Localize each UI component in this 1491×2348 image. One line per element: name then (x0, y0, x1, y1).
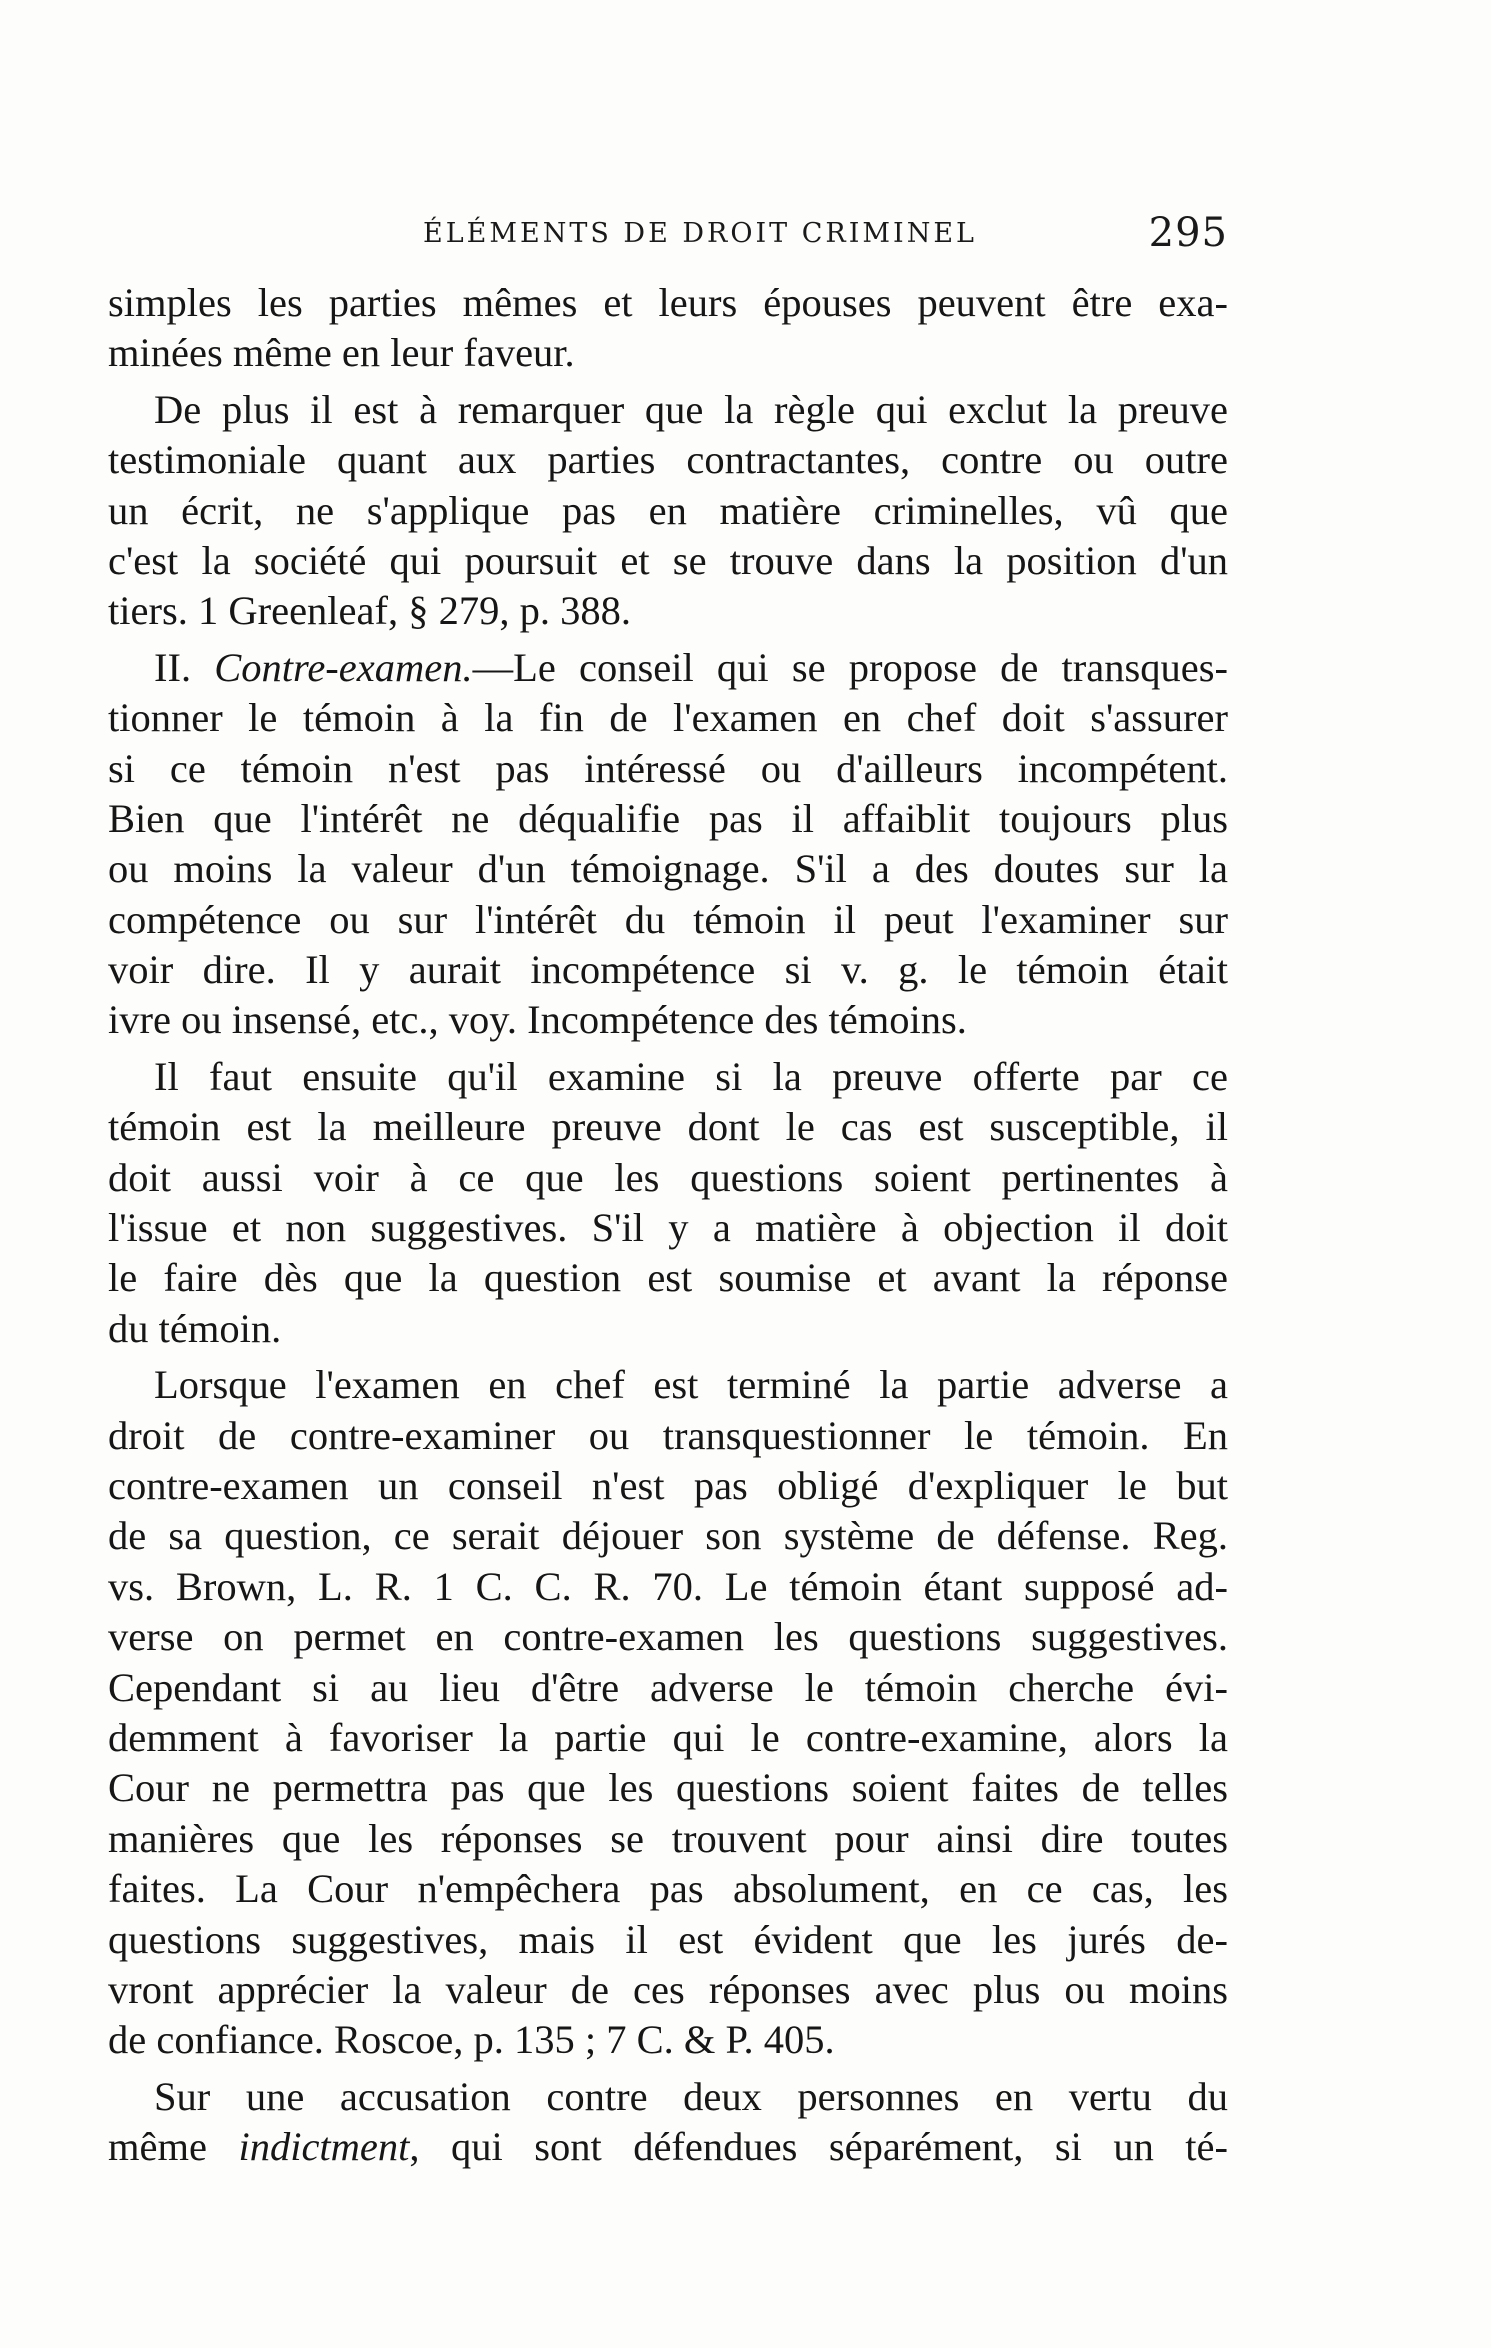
text-fragment: même (108, 2124, 239, 2170)
text-line: doit aussi voir à ce que les questions soient pertinentes à (108, 1154, 1228, 1200)
text-line (108, 643, 1228, 693)
text-line: le faire dès que la question est soumise et avant la réponse (108, 1255, 1228, 1301)
text-line: minées même en leur faveur. (108, 330, 575, 376)
page-number: 295 (1148, 210, 1228, 256)
text-line: un écrit, ne s'applique pas en matière criminelles, vû que (108, 487, 1228, 533)
italic-term: indictment (238, 2124, 410, 2170)
paragraph (108, 2072, 1228, 2173)
page-header (108, 210, 1228, 260)
text-fragment: , qui sont défendues séparément, si un té- (409, 2124, 1228, 2170)
paragraph (108, 1360, 1228, 2065)
text-line: compétence ou sur l'intérêt du témoin il peut l'examiner sur (108, 896, 1228, 942)
text-line: Bien que l'intérêt ne déqualifie pas il affaiblit toujours plus (108, 795, 1228, 841)
page-body (108, 278, 1228, 2172)
text-line: contre-examen un conseil n'est pas obligé d'expliquer le but (108, 1462, 1228, 1508)
text-line: Sur une accusation contre deux personnes en vertu du (154, 2073, 1228, 2119)
section-number: II. (154, 644, 192, 690)
text-line (108, 2122, 1228, 2172)
text-line: tionner le témoin à la fin de l'examen en chef doit s'assurer (108, 695, 1228, 741)
text-line: vront apprécier la valeur de ces réponses avec plus ou moins (108, 1966, 1228, 2012)
text-line: si ce témoin n'est pas intéressé ou d'ailleurs incompétent. (108, 745, 1228, 791)
text-line: c'est la société qui poursuit et se trouve dans la position d'un (108, 537, 1228, 583)
text-line: témoin est la meilleure preuve dont le cas est susceptible, il (108, 1104, 1228, 1150)
text-line: Lorsque l'examen en chef est terminé la partie adverse a (154, 1362, 1228, 1408)
text-line: Il faut ensuite qu'il examine si la preuve offerte par ce (154, 1053, 1228, 1099)
text-fragment: —Le conseil qui se propose de transques- (472, 644, 1228, 690)
text-line: l'issue et non suggestives. S'il y a matière à objection il doit (108, 1205, 1228, 1251)
text-line: manières que les réponses se trouvent pour ainsi dire toutes (108, 1815, 1228, 1861)
text-line: de sa question, ce serait déjouer son système de défense. Reg. (108, 1513, 1228, 1559)
paragraph (108, 278, 1228, 379)
text-line: tiers. 1 Greenleaf, § 279, p. 388. (108, 588, 631, 634)
paragraph (108, 385, 1228, 637)
section-heading: Contre-examen. (214, 644, 473, 690)
text-line: voir dire. Il y aurait incompétence si v. g. le témoin était (108, 947, 1228, 993)
paragraph (108, 643, 1228, 1046)
text-line: Cour ne permettra pas que les questions soient faites de telles (108, 1765, 1228, 1811)
text-line: du témoin. (108, 1305, 282, 1351)
text-line: simples les parties mêmes et leurs épouses peuvent être exa- (108, 280, 1228, 325)
text-line: questions suggestives, mais il est évident que les jurés de- (108, 1916, 1228, 1962)
text-line: De plus il est à remarquer que la règle qui exclut la preuve (154, 386, 1228, 432)
text-line: demment à favoriser la partie qui le contre-examine, alors la (108, 1714, 1228, 1760)
text-line: verse on permet en contre-examen les questions suggestives. (108, 1614, 1228, 1660)
text-line: faites. La Cour n'empêchera pas absolument, en ce cas, les (108, 1866, 1228, 1912)
text-line: Cependant si au lieu d'être adverse le témoin cherche évi- (108, 1664, 1228, 1710)
text-line: ivre ou insensé, etc., voy. Incompétence des témoins. (108, 997, 967, 1043)
text-line: vs. Brown, L. R. 1 C. C. R. 70. Le témoin étant supposé ad- (108, 1563, 1228, 1609)
running-head: ÉLÉMENTS DE DROIT CRIMINEL (423, 218, 977, 249)
text-line: testimoniale quant aux parties contractantes, contre ou outre (108, 437, 1228, 483)
text-line: droit de contre-examiner ou transquestionner le témoin. En (108, 1412, 1228, 1458)
paragraph (108, 1052, 1228, 1354)
text-line: de confiance. Roscoe, p. 135 ; 7 C. & P. 405. (108, 2017, 835, 2063)
text-line: ou moins la valeur d'un témoignage. S'il a des doutes sur la (108, 846, 1228, 892)
